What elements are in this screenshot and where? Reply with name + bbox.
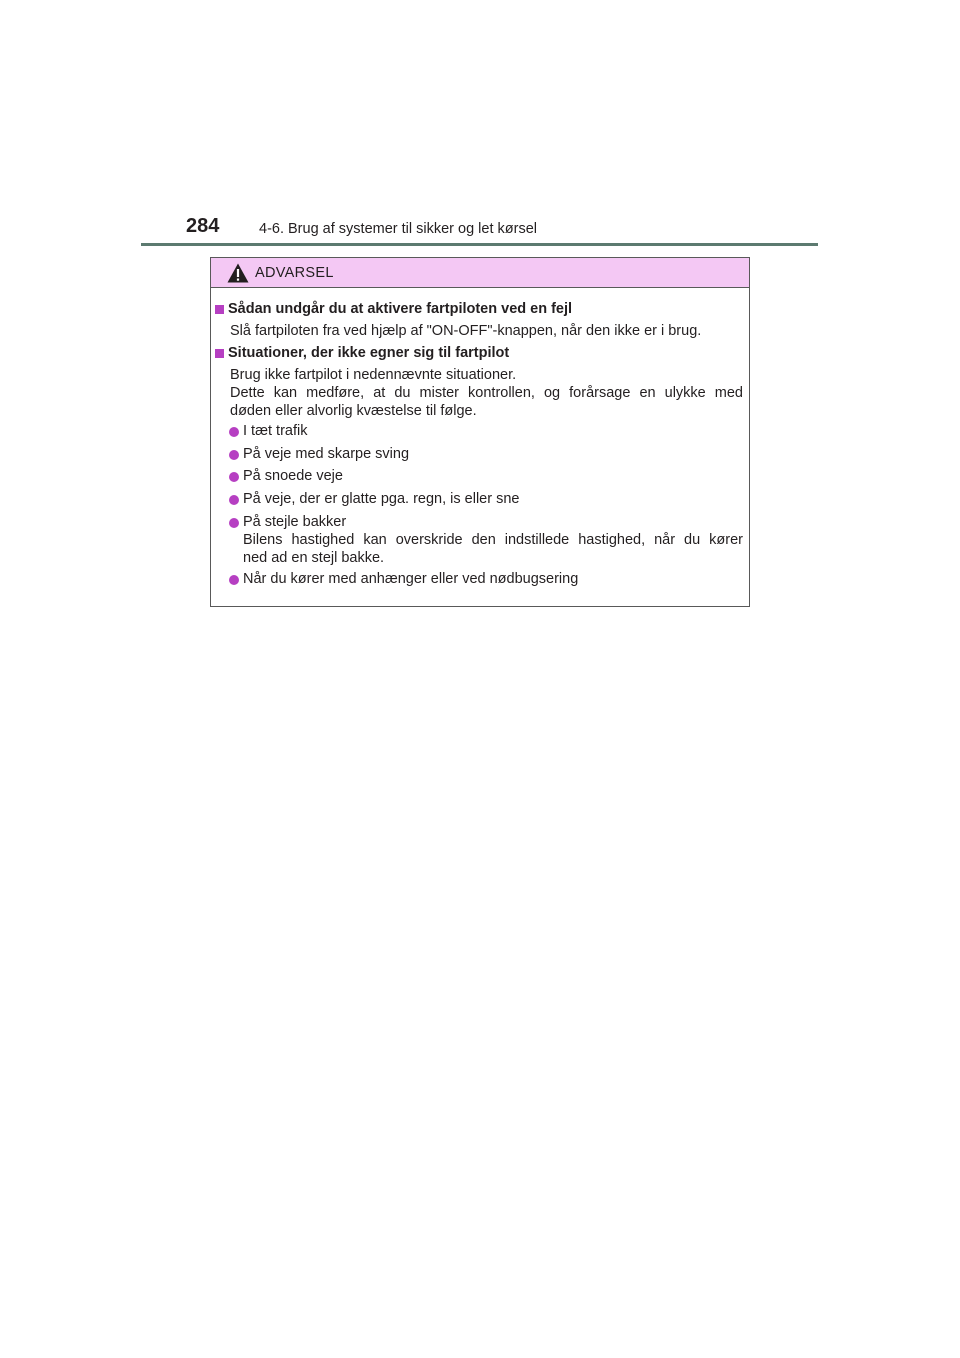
bullet-marker xyxy=(229,495,239,505)
bullet-marker xyxy=(229,427,239,437)
bullet-marker xyxy=(229,518,239,528)
section-heading: Situationer, der ikke egner sig til fartpilot xyxy=(228,345,510,361)
section-text xyxy=(230,322,743,340)
section-title: 4-6. Brug af systemer til sikker og let kørsel xyxy=(259,221,537,237)
list-item: På stejle bakker xyxy=(243,514,347,530)
bullet-marker xyxy=(229,575,239,585)
list-item: På veje med skarpe sving xyxy=(243,446,410,462)
section-text-line: Dette kan medføre, at du mister kontrollen, og forårsage en ulykke med xyxy=(230,385,743,401)
list-item: På veje, der er glatte pga. regn, is eller sne xyxy=(243,491,520,507)
list-item: Når du kører med anhænger eller ved nødbugsering xyxy=(243,571,579,587)
section-text-line: Slå fartpiloten fra ved hjælp af "ON-OFF"-knappen, når den ikke er i brug. xyxy=(230,323,702,339)
warning-triangle-icon xyxy=(227,263,249,283)
bullet-marker xyxy=(229,450,239,460)
warning-title: ADVARSEL xyxy=(255,265,334,281)
section-text-line: døden eller alvorlig kvæstelse til følge. xyxy=(230,403,477,419)
section-heading: Sådan undgår du at aktivere fartpiloten ved en fejl xyxy=(228,301,573,317)
list-item-detail xyxy=(243,531,743,567)
page-number: 284 xyxy=(186,215,220,237)
list-item: I tæt trafik xyxy=(243,423,308,439)
section-marker xyxy=(215,305,224,314)
warning-box xyxy=(210,257,750,607)
section-text xyxy=(230,366,743,420)
bullet-marker xyxy=(229,472,239,482)
list-item-detail-line: Bilens hastighed kan overskride den indstillede hastighed, når du kører xyxy=(243,532,743,548)
section-marker xyxy=(215,349,224,358)
list-item-detail-line: ned ad en stejl bakke. xyxy=(243,550,385,566)
section-text-line: Brug ikke fartpilot i nedennævnte situationer. xyxy=(230,367,517,383)
header-divider xyxy=(141,243,818,246)
list-item: På snoede veje xyxy=(243,468,343,484)
warning-header xyxy=(211,258,749,288)
